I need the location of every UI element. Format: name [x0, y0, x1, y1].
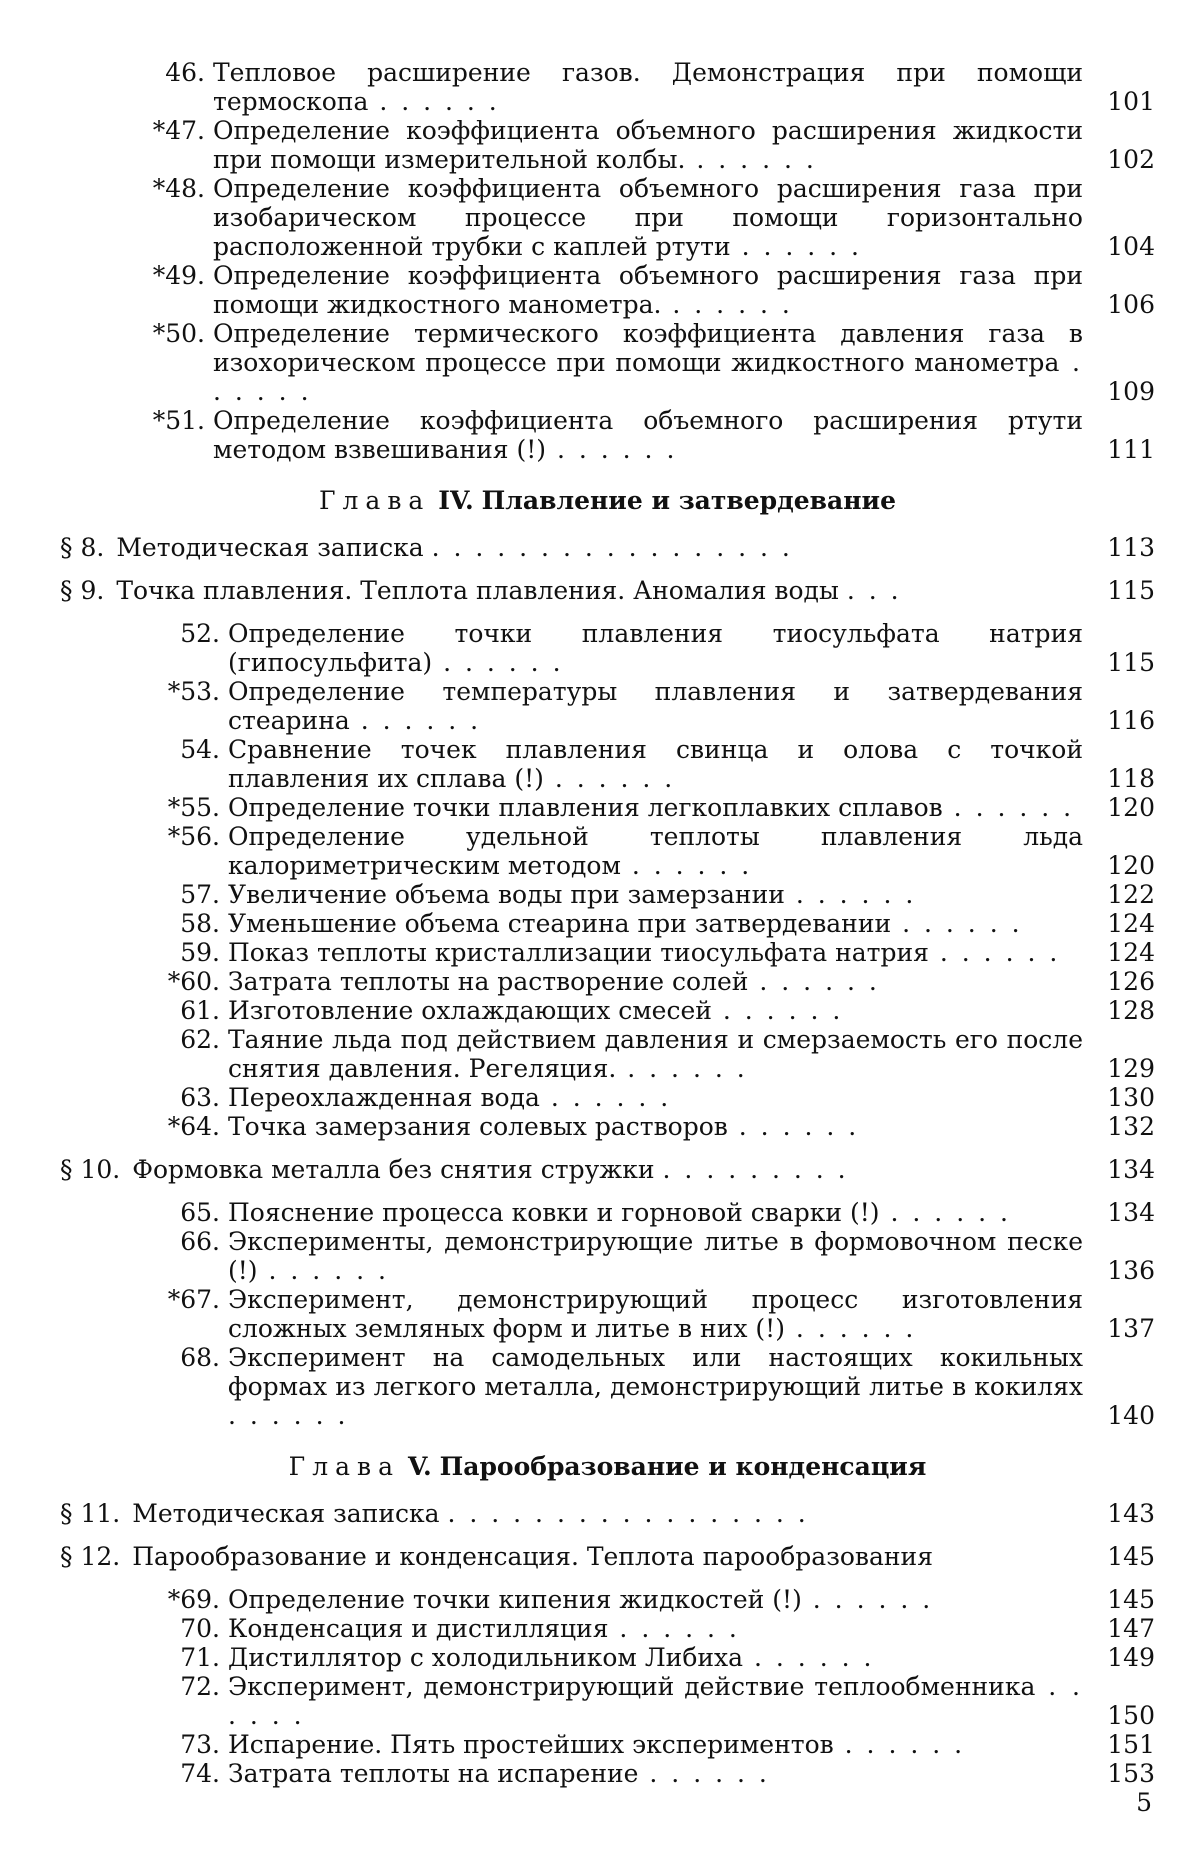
- toc-entry: [60, 1227, 1155, 1285]
- entry-page: 130: [1107, 1083, 1155, 1112]
- section-11: [60, 1499, 1155, 1528]
- chapter-title: Плавление и затвердевание: [481, 486, 896, 515]
- toc-entry: [60, 1730, 1155, 1759]
- toc-entry: [60, 116, 1155, 174]
- entry-page: 122: [1107, 880, 1155, 909]
- entry-title: Определение точки плавления легкоплавких сплавов . . . . . .: [228, 793, 1075, 822]
- section-title: Парообразование и конденсация. Теплота парообразования: [132, 1542, 933, 1571]
- section-8: [60, 533, 1155, 562]
- toc-entry: [60, 174, 1155, 261]
- entry-title: Показ теплоты кристаллизации тиосульфата натрия . . . . . .: [228, 938, 1061, 967]
- entry-page: 101: [1107, 87, 1155, 116]
- section-10: [60, 1155, 1155, 1184]
- section-number: § 12.: [60, 1542, 121, 1571]
- entry-page: 145: [1107, 1585, 1155, 1614]
- toc-entry: [60, 1643, 1155, 1672]
- entry-number: 72.: [180, 1672, 220, 1701]
- chapter-5-heading: [60, 1452, 1155, 1481]
- section-page: 113: [1107, 533, 1155, 562]
- toc-entry: [60, 880, 1155, 909]
- entry-number: 73.: [180, 1730, 220, 1759]
- toc-entry: [60, 938, 1155, 967]
- section-number: § 11.: [60, 1499, 121, 1528]
- section-title: Точка плавления. Теплота плавления. Аномалия воды . . .: [116, 576, 902, 605]
- entry-title: Определение коэффициента объемного расширения газа при помощи жидкостного манометра. . . . . . .: [213, 261, 1083, 319]
- section-number: § 9.: [60, 576, 105, 605]
- entry-title: Тепловое расширение газов. Демонстрация при помощи термоскопа . . . . . .: [213, 58, 1083, 116]
- entry-number: 58.: [180, 909, 220, 938]
- entry-title: Затрата теплоты на растворение солей . . . . . .: [228, 967, 880, 996]
- entry-number: *69.: [167, 1585, 220, 1614]
- entry-page: 132: [1107, 1112, 1155, 1141]
- chapter-word: Глава: [288, 1452, 400, 1481]
- section-number: § 10.: [60, 1155, 121, 1184]
- entry-number: 52.: [180, 619, 220, 648]
- entry-number: *64.: [167, 1112, 220, 1141]
- entry-page: 120: [1107, 793, 1155, 822]
- entry-title: Таяние льда под действием давления и смерзаемость его после снятия давления. Регеляция. . . . . . .: [228, 1025, 1083, 1083]
- entry-title: Эксперименты, демонстрирующие литье в формовочном песке (!) . . . . . .: [228, 1227, 1083, 1285]
- toc-entry: [60, 1759, 1155, 1788]
- entry-number: *49.: [152, 261, 205, 290]
- entry-page: 137: [1107, 1314, 1155, 1343]
- entry-number: *51.: [152, 406, 205, 435]
- entry-title: Определение коэффициента объемного расширения жидкости при помощи измерительной колбы. . . . . . .: [213, 116, 1083, 174]
- page-number: 5: [1136, 1788, 1152, 1817]
- entry-page: 126: [1107, 967, 1155, 996]
- toc-entry: [60, 261, 1155, 319]
- toc-entry: [60, 1585, 1155, 1614]
- entry-title: Определение удельной теплоты плавления льда калориметрическим методом . . . . . .: [228, 822, 1083, 880]
- toc-entry: [60, 406, 1155, 464]
- entry-title: Точка замерзания солевых растворов . . . . . .: [228, 1112, 860, 1141]
- toc-entry: [60, 619, 1155, 677]
- toc-entry: [60, 1285, 1155, 1343]
- entry-number: *47.: [152, 116, 205, 145]
- toc-entry: [60, 58, 1155, 116]
- chapter-4-heading: [60, 486, 1155, 515]
- entry-page: 136: [1107, 1256, 1155, 1285]
- toc-entry: [60, 793, 1155, 822]
- entries-block-4: [60, 1585, 1155, 1788]
- entry-title: Определение точки плавления тиосульфата натрия (гипосульфита) . . . . . .: [228, 619, 1083, 677]
- entry-page: 115: [1107, 648, 1155, 677]
- entry-page: 124: [1107, 909, 1155, 938]
- entry-page: 109: [1107, 377, 1155, 406]
- toc-entry: [60, 1083, 1155, 1112]
- entry-page: 153: [1107, 1759, 1155, 1788]
- entry-page: 106: [1107, 290, 1155, 319]
- entry-page: 118: [1107, 764, 1155, 793]
- toc-entry: [60, 1198, 1155, 1227]
- toc-entry: [60, 1343, 1155, 1430]
- section-9: [60, 576, 1155, 605]
- entry-title: Определение точки кипения жидкостей (!) . . . . . .: [228, 1585, 934, 1614]
- toc-entry: [60, 677, 1155, 735]
- chapter-title: Парообразование и конденсация: [439, 1452, 927, 1481]
- entries-block-2: [60, 619, 1155, 1141]
- chapter-roman: V.: [407, 1452, 432, 1481]
- toc-entry: [60, 319, 1155, 406]
- entry-page: 111: [1107, 435, 1155, 464]
- entry-number: 61.: [180, 996, 220, 1025]
- toc-entry: [60, 822, 1155, 880]
- entry-title: Определение коэффициента объемного расширения газа при изобарическом процессе при помощи горизонтально расположенной трубки с каплей ртути . . . . . .: [213, 174, 1083, 261]
- entry-page: 124: [1107, 938, 1155, 967]
- entry-title: Дистиллятор с холодильником Либиха . . . . . .: [228, 1643, 875, 1672]
- entry-page: 116: [1107, 706, 1155, 735]
- table-of-contents: [60, 58, 1155, 1788]
- entry-number: 59.: [180, 938, 220, 967]
- entries-block-1: [60, 58, 1155, 464]
- entry-title: Эксперимент, демонстрирующий процесс изготовления сложных земляных форм и литье в них (!) . . . . . .: [228, 1285, 1083, 1343]
- section-12: [60, 1542, 1155, 1571]
- toc-entry: [60, 1025, 1155, 1083]
- entry-title: Эксперимент, демонстрирующий действие теплообменника . . . . . .: [228, 1672, 1083, 1730]
- entry-title: Увеличение объема воды при замерзании . . . . . .: [228, 880, 917, 909]
- toc-entry: [60, 735, 1155, 793]
- entry-page: 104: [1107, 232, 1155, 261]
- chapter-roman: IV.: [438, 486, 474, 515]
- entry-title: Определение коэффициента объемного расширения ртути методом взвешивания (!) . . . . . .: [213, 406, 1083, 464]
- entry-title: Определение температуры плавления и затвердевания стеарина . . . . . .: [228, 677, 1083, 735]
- section-title: Методическая записка . . . . . . . . . . . . . . . . .: [116, 533, 793, 562]
- entry-number: *60.: [167, 967, 220, 996]
- entry-number: 63.: [180, 1083, 220, 1112]
- entry-title: Переохлажденная вода . . . . . .: [228, 1083, 672, 1112]
- entry-title: Определение термического коэффициента давления газа в изохорическом процессе при помощи жидкостного манометра . . . . . .: [213, 319, 1083, 406]
- entry-page: 151: [1107, 1730, 1155, 1759]
- entry-page: 150: [1107, 1701, 1155, 1730]
- entry-title: Испарение. Пять простейших экспериментов . . . . . .: [228, 1730, 966, 1759]
- entry-number: *56.: [167, 822, 220, 851]
- section-number: § 8.: [60, 533, 105, 562]
- toc-entry: [60, 967, 1155, 996]
- entry-number: 66.: [180, 1227, 220, 1256]
- toc-entry: [60, 1614, 1155, 1643]
- entry-number: *53.: [167, 677, 220, 706]
- entry-title: Конденсация и дистилляция . . . . . .: [228, 1614, 740, 1643]
- toc-entry: [60, 909, 1155, 938]
- chapter-word: Глава: [319, 486, 431, 515]
- entry-number: 71.: [180, 1643, 220, 1672]
- entry-number: 54.: [180, 735, 220, 764]
- toc-entry: [60, 996, 1155, 1025]
- entry-page: 128: [1107, 996, 1155, 1025]
- entry-title: Сравнение точек плавления свинца и олова с точкой плавления их сплава (!) . . . . . .: [228, 735, 1083, 793]
- entry-title: Уменьшение объема стеарина при затвердевании . . . . . .: [228, 909, 1023, 938]
- entry-page: 102: [1107, 145, 1155, 174]
- section-page: 145: [1107, 1542, 1155, 1571]
- entry-title: Эксперимент на самодельных или настоящих кокильных формах из легкого металла, демонстрирующий литье в кокилях . . . . . .: [228, 1343, 1083, 1430]
- toc-entry: [60, 1672, 1155, 1730]
- entry-title: Пояснение процесса ковки и горновой сварки (!) . . . . . .: [228, 1198, 1011, 1227]
- section-page: 134: [1107, 1155, 1155, 1184]
- entry-number: 62.: [180, 1025, 220, 1054]
- section-title: Формовка металла без снятия стружки . . . . . . . . .: [132, 1155, 849, 1184]
- entry-number: *67.: [167, 1285, 220, 1314]
- entry-number: *55.: [167, 793, 220, 822]
- section-title: Методическая записка . . . . . . . . . . . . . . . . .: [132, 1499, 809, 1528]
- entries-block-3: [60, 1198, 1155, 1430]
- section-page: 143: [1107, 1499, 1155, 1528]
- entry-title: Изготовление охлаждающих смесей . . . . . .: [228, 996, 844, 1025]
- entry-number: 70.: [180, 1614, 220, 1643]
- entry-number: 74.: [180, 1759, 220, 1788]
- entry-number: *50.: [152, 319, 205, 348]
- entry-number: 46.: [165, 58, 205, 87]
- entry-number: 68.: [180, 1343, 220, 1372]
- entry-number: 65.: [180, 1198, 220, 1227]
- entry-number: *48.: [152, 174, 205, 203]
- entry-page: 134: [1107, 1198, 1155, 1227]
- entry-page: 147: [1107, 1614, 1155, 1643]
- section-page: 115: [1107, 576, 1155, 605]
- entry-page: 140: [1107, 1401, 1155, 1430]
- entry-page: 120: [1107, 851, 1155, 880]
- toc-entry: [60, 1112, 1155, 1141]
- entry-page: 129: [1107, 1054, 1155, 1083]
- entry-title: Затрата теплоты на испарение . . . . . .: [228, 1759, 770, 1788]
- entry-number: 57.: [180, 880, 220, 909]
- entry-page: 149: [1107, 1643, 1155, 1672]
